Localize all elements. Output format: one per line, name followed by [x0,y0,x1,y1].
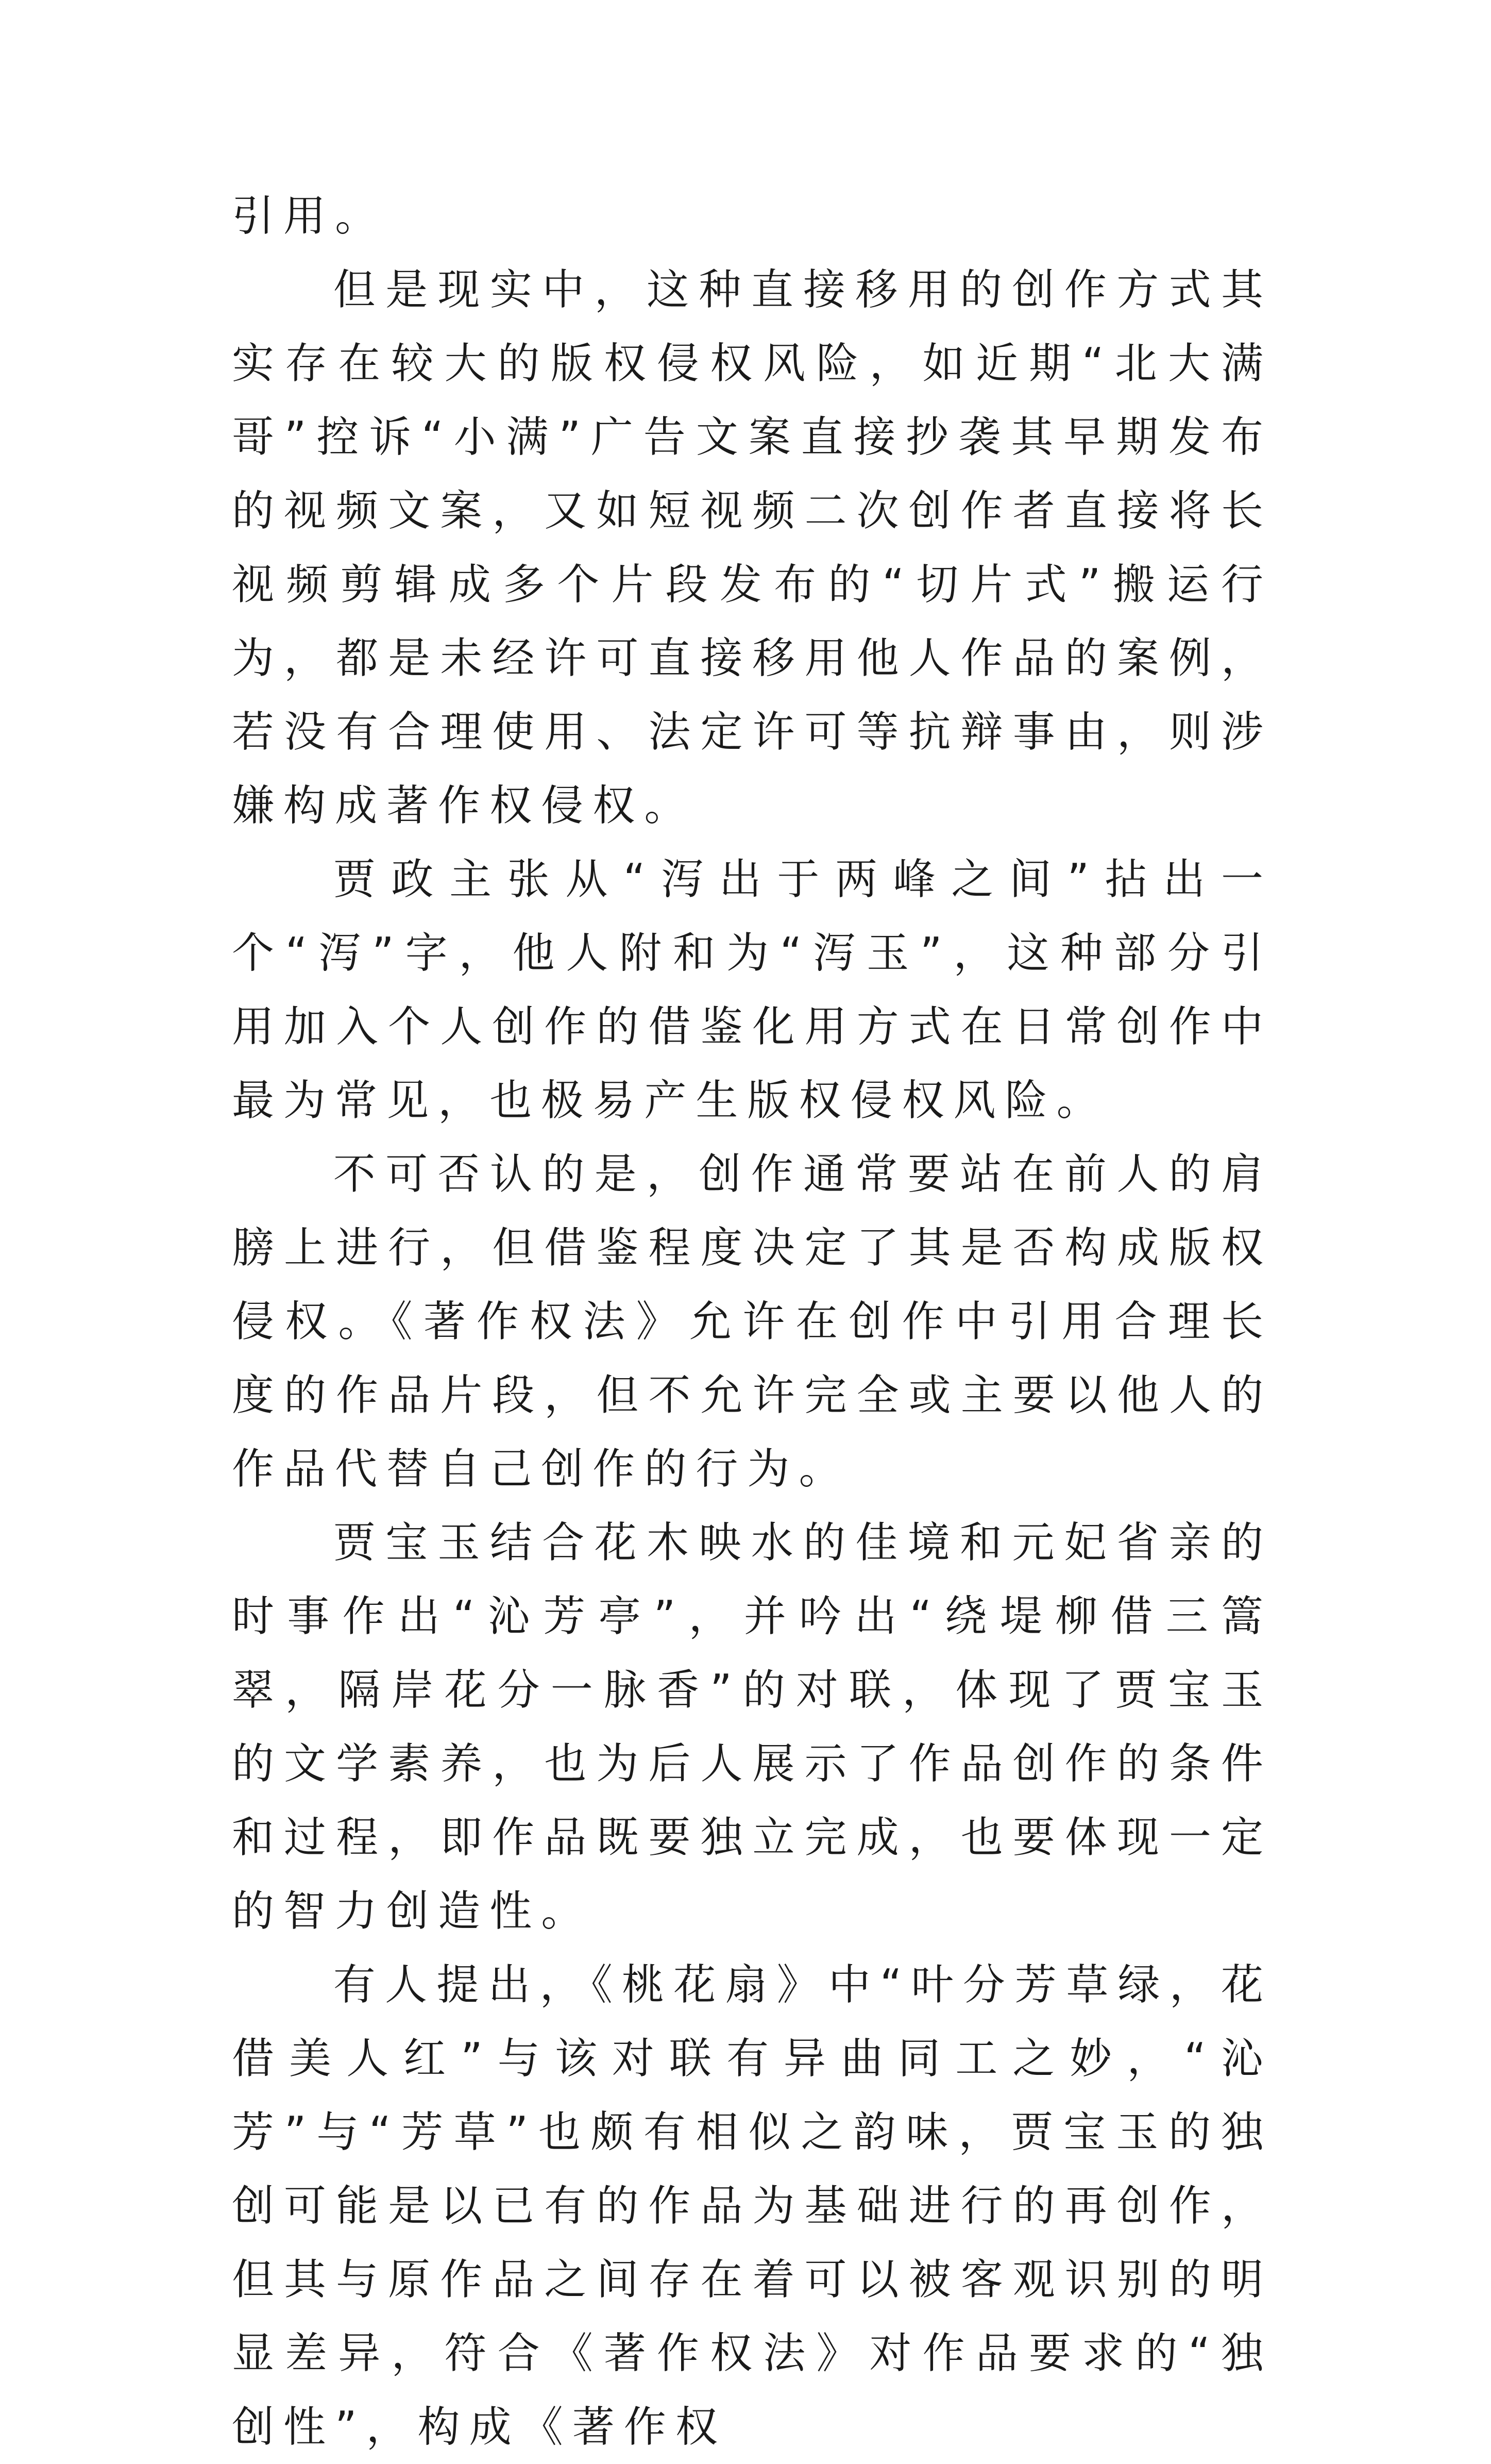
paragraph-6: 有人提出，《桃花扇》中“叶分芳草绿，花借美人红”与该对联有异曲同工之妙，“沁芳”与“芳草”也颇有相似之韵味，贾宝玉的独创可能是以已有的作品为基础进行的再创作，但其与原作品之间存在着可以被客观识别的明显差异，符合《著作权法》对作品要求的“独创性”，构成《著作权 [232,1960,1273,2452]
paragraph-4: 不可否认的是，创作通常要站在前人的肩膀上进行，但借鉴程度决定了其是否构成版权侵权。《著作权法》允许在创作中引用合理长度的作品片段，但不允许完全或主要以他人的作品代替自己创作的行为。 [232,1150,1273,1494]
paragraph-2: 但是现实中，这种直接移用的创作方式其实存在较大的版权侵权风险，如近期“北大满哥”控诉“小满”广告文案直接抄袭其早期发布的视频文案，又如短视频二次创作者直接将长视频剪辑成多个片段发布的“切片式”搬运行为，都是未经许可直接移用他人作品的案例，若没有合理使用、法定许可等抗辩事由，则涉嫌构成著作权侵权。 [232,265,1273,830]
paragraph-5: 贾宝玉结合花木映水的佳境和元妃省亲的时事作出“沁芳亭”，并吟出“绕堤柳借三篙翠，隔岸花分一脉香”的对联，体现了贾宝玉的文学素养，也为后人展示了作品创作的条件和过程，即作品既要独立完成，也要体现一定的智力创造性。 [232,1518,1273,1936]
document-body [232,179,1273,2464]
paragraph-1: 引用。 [232,192,387,241]
paragraph-3: 贾政主张从“泻出于两峰之间”拈出一个“泻”字，他人附和为“泻玉”，这种部分引用加入个人创作的借鉴化用方式在日常创作中最为常见，也极易产生版权侵权风险。 [232,855,1273,1125]
